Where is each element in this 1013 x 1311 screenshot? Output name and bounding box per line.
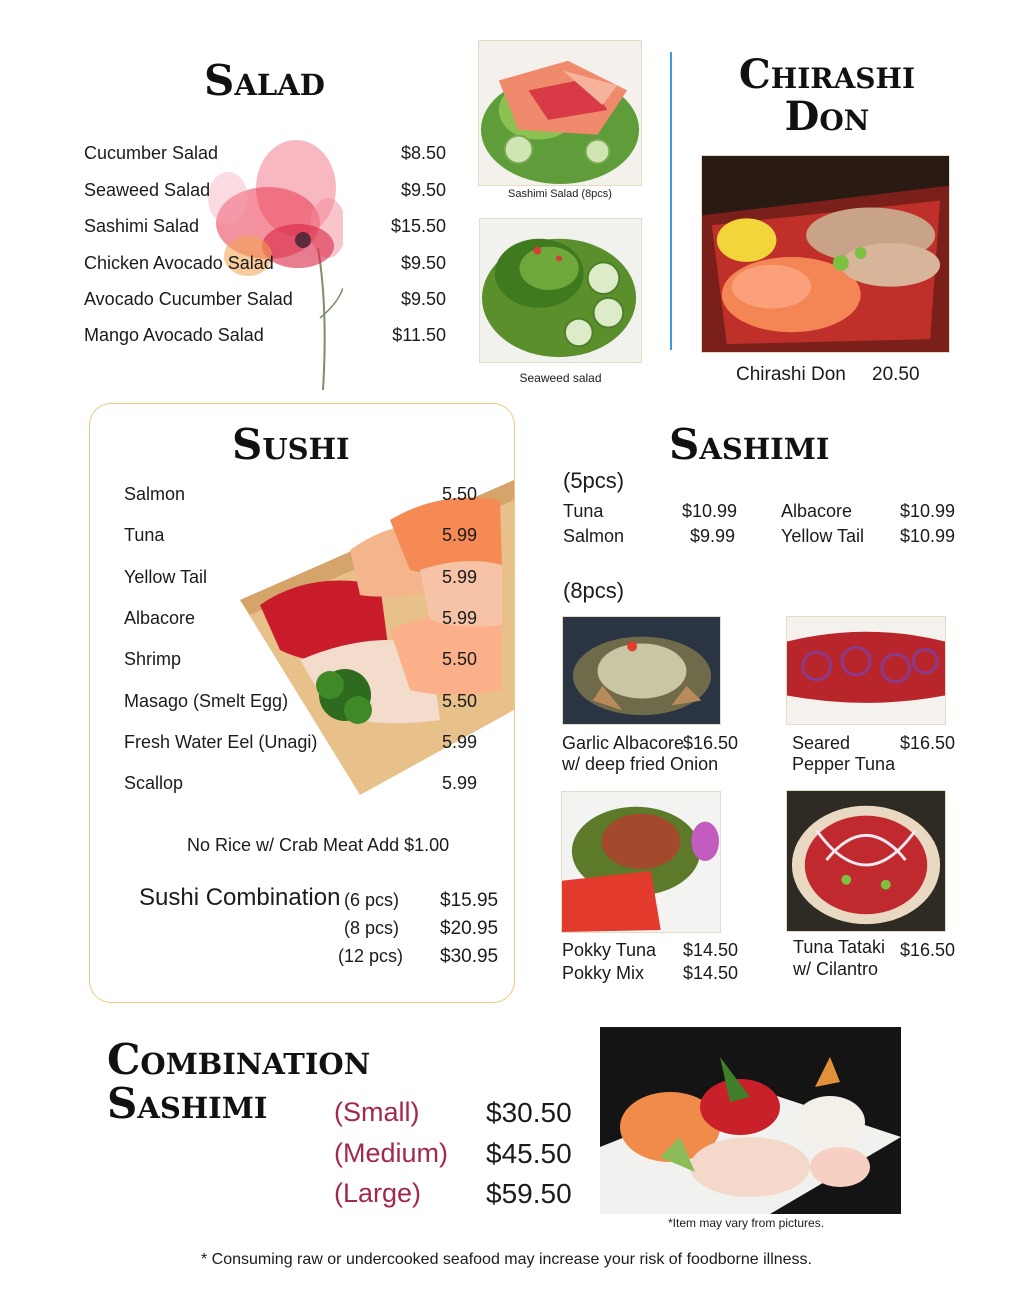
item-vary-note: *Item may vary from pictures. xyxy=(668,1216,825,1230)
pokky-tuna-price: $14.50 xyxy=(683,940,739,960)
sashimi-item-price: $10.99 xyxy=(900,501,956,521)
salad-title: Salad xyxy=(204,56,325,105)
sashimi-title: Sashimi xyxy=(669,420,830,469)
combo-price: $15.95 xyxy=(440,890,499,911)
photo-caption: Sashimi Salad (8pcs) xyxy=(508,188,612,200)
combo-size-label: (Small) xyxy=(334,1097,420,1127)
combo-price: $20.95 xyxy=(440,918,499,939)
eight-pcs-label: (8pcs) xyxy=(563,578,625,603)
menu-item: Scallop 5.99 xyxy=(124,773,477,793)
garlic-albacore-desc: w/ deep fried Onion xyxy=(562,754,719,774)
menu-item: Fresh Water Eel (Unagi) 5.99 xyxy=(124,732,477,752)
garlic-albacore-price: $16.50 xyxy=(683,733,739,753)
menu-item: Shrimp 5.50 xyxy=(124,649,477,669)
menu-item: Tuna 5.99 xyxy=(124,525,477,545)
menu-item: Salmon 5.50 xyxy=(124,484,477,504)
seared-pepper-tuna-desc: Pepper Tuna xyxy=(792,754,896,774)
seared-pepper-tuna-name: Seared xyxy=(792,733,851,753)
menu-item: Sashimi Salad $15.50 xyxy=(84,216,446,236)
sushi-title: Sushi xyxy=(232,420,350,469)
pokky-mix-price: $14.50 xyxy=(683,963,739,983)
combo-size-price: $30.50 xyxy=(486,1097,572,1128)
pokky-mix-name: Pokky Mix xyxy=(562,963,645,983)
tuna-tataki-price: $16.50 xyxy=(900,940,956,960)
pokky-tuna-photo xyxy=(561,791,721,933)
chirashi-don-photo xyxy=(701,155,950,353)
combo-size-label: (Medium) xyxy=(334,1138,449,1168)
combo-size-label: (Large) xyxy=(334,1178,422,1208)
combo-size: (8 pcs) xyxy=(344,918,400,938)
no-rice-note: No Rice w/ Crab Meat Add $1.00 xyxy=(187,835,450,855)
garlic-albacore-photo xyxy=(562,616,721,725)
menu-item: Chicken Avocado Salad $9.50 xyxy=(84,253,446,273)
tuna-tataki-photo xyxy=(786,790,946,932)
menu-item: Albacore 5.99 xyxy=(124,608,477,628)
tuna-tataki-name: Tuna Tataki xyxy=(793,937,886,957)
combo-size: (12 pcs) xyxy=(338,946,404,966)
chirashi-item-name: Chirashi Don xyxy=(736,364,846,385)
tuna-tataki-desc: w/ Cilantro xyxy=(793,959,879,979)
sashimi-item-price: $10.99 xyxy=(682,501,738,521)
seared-pepper-tuna-photo xyxy=(786,616,946,725)
sashimi-salad-photo xyxy=(478,40,642,186)
combination-title: Combination Sashimi xyxy=(107,1035,371,1128)
sashimi-item-name: Salmon xyxy=(563,526,625,546)
pokky-tuna-name: Pokky Tuna xyxy=(562,940,657,960)
sashimi-item-name: Tuna xyxy=(563,501,604,521)
sushi-combination-label: Sushi Combination xyxy=(139,884,341,911)
menu-item: Masago (Smelt Egg) 5.50 xyxy=(124,691,477,711)
menu-item: Mango Avocado Salad $11.50 xyxy=(84,325,446,345)
combination-sashimi-photo xyxy=(600,1027,901,1214)
foodborne-warning: * Consuming raw or undercooked seafood may increase your risk of foodborne illness. xyxy=(201,1251,812,1268)
seaweed-salad-photo xyxy=(479,218,642,363)
combo-size-price: $59.50 xyxy=(486,1178,572,1209)
menu-item: Avocado Cucumber Salad $9.50 xyxy=(84,289,446,309)
combo-size: (6 pcs) xyxy=(344,890,400,910)
sashimi-item-price: $10.99 xyxy=(900,526,956,546)
photo-caption: Seaweed salad xyxy=(519,371,602,385)
sashimi-item-name: Albacore xyxy=(781,501,853,521)
combo-price: $30.95 xyxy=(440,946,499,967)
sashimi-item-price: $9.99 xyxy=(690,526,736,546)
five-pcs-label: (5pcs) xyxy=(563,468,625,493)
seared-pepper-tuna-price: $16.50 xyxy=(900,733,956,753)
menu-item: Yellow Tail 5.99 xyxy=(124,567,477,587)
vertical-divider xyxy=(670,52,672,350)
chirashi-title: Chirashi Don xyxy=(738,51,916,140)
menu-item: Seaweed Salad $9.50 xyxy=(84,180,446,200)
chirashi-item-price: 20.50 xyxy=(872,364,920,385)
menu-item: Cucumber Salad $8.50 xyxy=(84,143,446,163)
sashimi-item-name: Yellow Tail xyxy=(781,526,865,546)
combo-size-price: $45.50 xyxy=(486,1138,572,1169)
garlic-albacore-name: Garlic Albacore xyxy=(562,733,685,753)
